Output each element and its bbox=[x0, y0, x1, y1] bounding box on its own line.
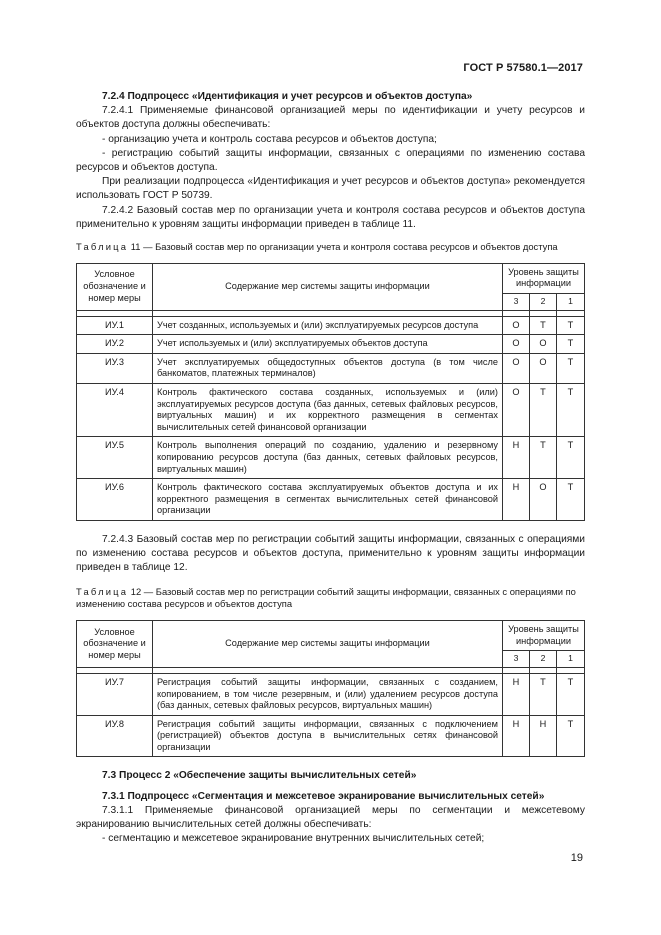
level-3-value: О bbox=[502, 383, 529, 436]
level-2-value: О bbox=[529, 479, 556, 521]
measure-code: ИУ.4 bbox=[77, 383, 153, 436]
level-2-value: Н bbox=[529, 715, 556, 757]
column-header-code: Условное обозначение и номер меры bbox=[77, 263, 153, 310]
level-3-header: 3 bbox=[502, 651, 529, 668]
column-header-code: Условное обозначение и номер меры bbox=[77, 621, 153, 668]
level-2-value: Т bbox=[529, 316, 556, 335]
measure-text: Регистрация событий защиты информации, связанных с подключением (регистрацией) объектов доступа в вычислительных сетях финансовой организации bbox=[153, 715, 503, 757]
table-12-caption-text: 12 — Базовый состав мер по регистрации событий защиты информации, связанных с операциями по изменению состава ресурсов и объектов доступа bbox=[76, 585, 576, 610]
level-2-header: 2 bbox=[529, 651, 556, 668]
page-content bbox=[76, 90, 585, 846]
measure-text: Контроль фактического состава созданных, используемых и (или) эксплуатируемых ресурсов доступа (баз данных, сетевых файловых ресурсов, виртуальных машин) и их корректного размещения в сегментах вычислительных сетей финансовой организации bbox=[153, 383, 503, 436]
level-3-value: О bbox=[502, 353, 529, 383]
measure-text: Учет используемых и (или) эксплуатируемых объектов доступа bbox=[153, 335, 503, 354]
paragraph-7-2-4-2: 7.2.4.2 Базовый состав мер по организации учета и контроля состава ресурсов и объектов доступа применительно к уровням защиты информации приведен в таблице 11. bbox=[76, 204, 585, 230]
level-3-value: Н bbox=[502, 437, 529, 479]
column-header-level: Уровень защиты информации bbox=[502, 263, 584, 293]
table-row bbox=[77, 437, 585, 479]
level-1-value: Т bbox=[556, 316, 584, 335]
paragraph-7-2-4-3: 7.2.4.3 Базовый состав мер по регистрации событий защиты информации, связанных с операциями по изменению состава ресурсов и объектов доступа, применительно к уровням защиты информации приведен в таблице 12. bbox=[76, 533, 585, 574]
section-7-3-1-heading: 7.3.1 Подпроцесс «Сегментация и межсетевое экранирование вычислительных сетей» bbox=[102, 790, 545, 802]
level-1-value: Т bbox=[556, 479, 584, 521]
bullet-item: - сегментацию и межсетевое экранирование внутренних вычислительных сетей; bbox=[102, 833, 485, 845]
bullet-item: - организацию учета и контроль состава ресурсов и объектов доступа; bbox=[102, 133, 437, 145]
column-header-content: Содержание мер системы защиты информации bbox=[153, 263, 503, 310]
level-2-value: О bbox=[529, 353, 556, 383]
table-header-row bbox=[77, 621, 585, 651]
level-1-header: 1 bbox=[556, 651, 584, 668]
level-3-value: Н bbox=[502, 479, 529, 521]
measure-code: ИУ.8 bbox=[77, 715, 153, 757]
level-3-value: О bbox=[502, 335, 529, 354]
measure-text: Регистрация событий защиты информации, связанных с созданием, копированием, в том числе резервным, и (или) удалением ресурсов доступа (баз данных, сетевых файловых ресурсов, виртуальных машин) bbox=[153, 673, 503, 715]
measure-code: ИУ.1 bbox=[77, 316, 153, 335]
table-row bbox=[77, 479, 585, 521]
paragraph-7-3-1-1: 7.3.1.1 Применяемые финансовой организацией меры по сегментации и межсетевому экранированию вычислительных сетей должны обеспечивать: bbox=[76, 804, 585, 831]
table-12-caption bbox=[76, 586, 585, 612]
level-2-value: О bbox=[529, 335, 556, 354]
level-3-value: Н bbox=[502, 673, 529, 715]
level-2-value: Т bbox=[529, 383, 556, 436]
measure-text: Учет созданных, используемых и (или) эксплуатируемых ресурсов доступа bbox=[153, 316, 503, 335]
level-1-value: Т bbox=[556, 335, 584, 354]
table-row bbox=[77, 383, 585, 436]
table-12-caption-word: Таблица bbox=[76, 585, 129, 597]
table-11-caption-word: Таблица bbox=[76, 241, 129, 253]
column-header-content: Содержание мер системы защиты информации bbox=[153, 621, 503, 668]
level-3-value: Н bbox=[502, 715, 529, 757]
table-row bbox=[77, 673, 585, 715]
section-7-2-4-heading: 7.2.4 Подпроцесс «Идентификация и учет ресурсов и объектов доступа» bbox=[102, 91, 473, 102]
measure-code: ИУ.5 bbox=[77, 437, 153, 479]
level-2-value: Т bbox=[529, 673, 556, 715]
level-1-value: Т bbox=[556, 437, 584, 479]
level-1-value: Т bbox=[556, 353, 584, 383]
page-number: 19 bbox=[570, 852, 583, 864]
measure-code: ИУ.6 bbox=[77, 479, 153, 521]
level-1-value: Т bbox=[556, 673, 584, 715]
measure-code: ИУ.7 bbox=[77, 673, 153, 715]
table-row bbox=[77, 353, 585, 383]
level-3-value: О bbox=[502, 316, 529, 335]
table-12 bbox=[76, 620, 585, 757]
measure-code: ИУ.2 bbox=[77, 335, 153, 354]
level-1-value: Т bbox=[556, 715, 584, 757]
level-1-value: Т bbox=[556, 383, 584, 436]
level-2-header: 2 bbox=[529, 294, 556, 311]
paragraph-7-2-4-1: 7.2.4.1 Применяемые финансовой организацией меры по идентификации и учету ресурсов и объектов доступа должны обеспечивать: bbox=[76, 105, 585, 131]
table-11 bbox=[76, 263, 585, 521]
table-header-row bbox=[77, 263, 585, 293]
measure-text: Контроль фактического состава эксплуатируемых объектов доступа и их корректного размещения в сегментах вычислительных сетей финансовой организации bbox=[153, 479, 503, 521]
section-7-3-heading: 7.3 Процесс 2 «Обеспечение защиты вычислительных сетей» bbox=[102, 770, 417, 782]
table-row bbox=[77, 715, 585, 757]
table-row bbox=[77, 316, 585, 335]
measure-text: Контроль выполнения операций по созданию, удалению и резервному копированию ресурсов доступа (баз данных, сетевых файловых ресурсов, виртуальных машин) bbox=[153, 437, 503, 479]
level-2-value: Т bbox=[529, 437, 556, 479]
column-header-level: Уровень защиты информации bbox=[502, 621, 584, 651]
table-11-caption-text: 11 — Базовый состав мер по организации учета и контроля состава ресурсов и объектов доступа bbox=[128, 241, 558, 253]
table-11-caption bbox=[76, 241, 585, 254]
level-3-header: 3 bbox=[502, 294, 529, 311]
measure-code: ИУ.3 bbox=[77, 353, 153, 383]
level-1-header: 1 bbox=[556, 294, 584, 311]
bullet-item: - регистрацию событий защиты информации, связанных с операциями по изменению состава ресурсов и объектов доступа. bbox=[76, 147, 585, 174]
paragraph-recommendation: При реализации подпроцесса «Идентификация и учет ресурсов и объектов доступа» рекомендуется использовать ГОСТ Р 50739. bbox=[76, 176, 585, 202]
document-code: ГОСТ Р 57580.1—2017 bbox=[463, 62, 583, 74]
table-row bbox=[77, 335, 585, 354]
measure-text: Учет эксплуатируемых общедоступных объектов доступа (в том числе банкоматов, платежных терминалов) bbox=[153, 353, 503, 383]
